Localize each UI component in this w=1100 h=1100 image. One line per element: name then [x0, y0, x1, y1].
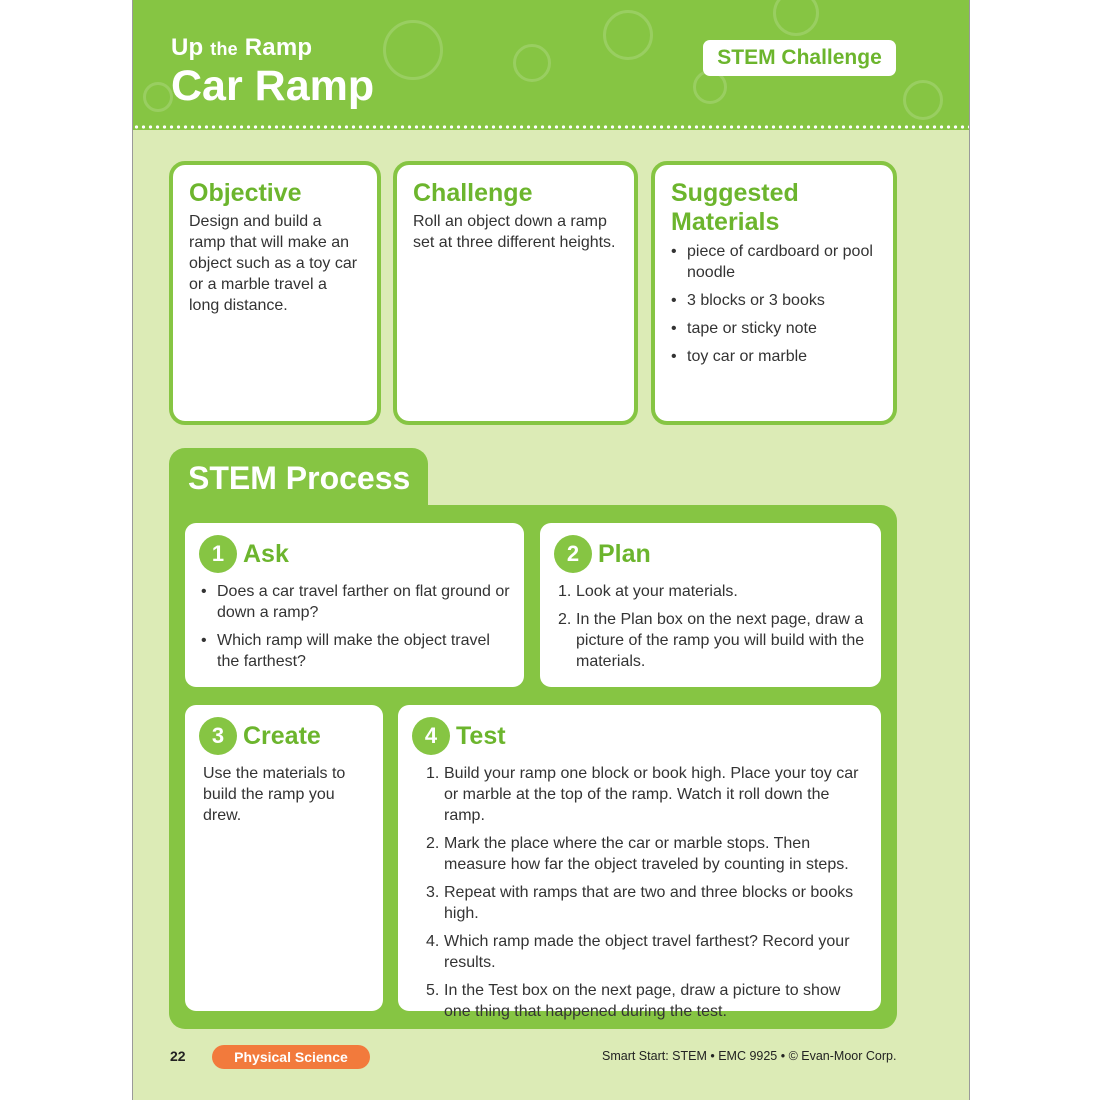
copyright-credit: Smart Start: STEM • EMC 9925 • © Evan-Moor Corp.: [602, 1049, 897, 1063]
ask-title: Ask: [243, 539, 289, 568]
list-text: Look at your materials.: [576, 583, 738, 600]
decor-circle: [143, 82, 173, 112]
dotted-divider: [133, 124, 970, 130]
subtitle-word: Up: [171, 34, 204, 61]
subject-label: Physical Science: [212, 1045, 370, 1069]
list-text: Mark the place where the car or marble stops. Then measure how far the object traveled by counting in steps.: [444, 835, 849, 873]
list-item: [412, 763, 867, 826]
step-number-badge: 2: [554, 535, 592, 573]
test-list: [412, 763, 867, 1022]
list-item: [412, 980, 867, 1022]
ask-step: [185, 523, 524, 687]
create-step: [185, 705, 383, 1011]
list-item: • Which ramp will make the object travel the farthest?: [199, 630, 510, 672]
list-number: 2.: [558, 611, 572, 628]
list-text: In the Plan box on the next page, draw a picture of the ramp you will build with the materials.: [576, 611, 865, 670]
challenge-text: Roll an object down a ramp set at three different heights.: [413, 213, 616, 251]
list-text: In the Test box on the next page, draw a picture to show one thing that happened during the test.: [444, 982, 841, 1020]
list-item: • piece of cardboard or pool noodle: [671, 241, 877, 283]
decor-circle: [603, 10, 653, 60]
objective-heading: Objective: [189, 179, 302, 207]
materials-card: [651, 161, 897, 425]
plan-step: [540, 523, 881, 687]
list-number: 5.: [426, 982, 440, 999]
test-step: [398, 705, 881, 1020]
create-title: Create: [243, 721, 321, 750]
step-number-badge: 1: [199, 535, 237, 573]
create-text: Use the materials to build the ramp you drew.: [203, 765, 346, 824]
decor-circle: [773, 0, 819, 36]
list-item: [412, 833, 867, 875]
list-number: 1.: [558, 583, 572, 600]
page-number: 22: [170, 1048, 186, 1064]
step-number-badge: 3: [199, 717, 237, 755]
list-number: 3.: [426, 884, 440, 901]
list-item: [554, 609, 867, 672]
challenge-heading: Challenge: [413, 179, 533, 207]
materials-list: [671, 241, 877, 367]
page-title: Car Ramp: [171, 62, 375, 110]
objective-text: Design and build a ramp that will make an object such as a toy car or a marble travel a long distance.: [189, 213, 358, 314]
decor-circle: [383, 20, 443, 80]
list-item: [412, 931, 867, 973]
stem-process-heading: STEM Process: [188, 460, 411, 496]
list-item: • Does a car travel farther on flat ground or down a ramp?: [199, 581, 510, 623]
list-item: [412, 882, 867, 924]
materials-heading: Suggested Materials: [671, 179, 799, 236]
list-item: • tape or sticky note: [671, 318, 877, 339]
list-number: 4.: [426, 933, 440, 950]
header-banner: [133, 0, 970, 130]
stem-challenge-badge: STEM Challenge: [703, 40, 896, 76]
objective-card: [169, 161, 381, 425]
subtitle-word: the: [210, 39, 238, 59]
list-text: Which ramp made the object travel farthest? Record your results.: [444, 933, 850, 971]
list-item: • toy car or marble: [671, 346, 877, 367]
list-text: Build your ramp one block or book high. Place your toy car or marble at the top of the ramp. Watch it roll down the ramp.: [444, 765, 859, 824]
plan-list: [554, 581, 867, 672]
decor-circle: [513, 44, 551, 82]
page-subtitle: [171, 34, 312, 62]
list-text: Repeat with ramps that are two and three blocks or books high.: [444, 884, 854, 922]
subtitle-word: Ramp: [244, 34, 313, 61]
plan-title: Plan: [598, 539, 651, 568]
test-title: Test: [456, 721, 506, 750]
step-number-badge: 4: [412, 717, 450, 755]
decor-circle: [903, 80, 943, 120]
worksheet-page: [132, 0, 970, 1100]
list-item: • 3 blocks or 3 books: [671, 290, 877, 311]
list-item: [554, 581, 867, 602]
stem-process-panel: [169, 505, 897, 1029]
challenge-card: [393, 161, 638, 425]
ask-list: [199, 581, 510, 672]
list-number: 2.: [426, 835, 440, 852]
list-number: 1.: [426, 765, 440, 782]
